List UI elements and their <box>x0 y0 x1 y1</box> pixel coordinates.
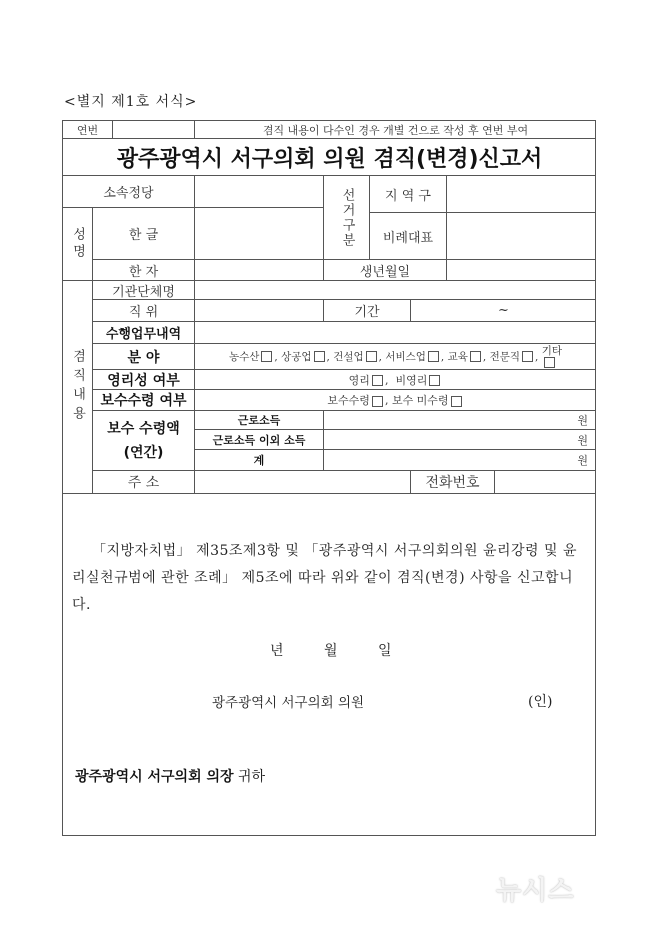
checkbox-icon <box>261 351 272 362</box>
checkbox-icon <box>428 351 439 362</box>
phone-input[interactable] <box>495 471 596 494</box>
birthdate-label: 생년월일 <box>324 260 447 281</box>
signer-title: 광주광역시 서구의회 의원 <box>212 695 365 711</box>
position-input[interactable] <box>195 300 324 322</box>
field-option[interactable]: 상공업 , <box>281 350 334 363</box>
name-hanja-label: 한 자 <box>93 260 195 281</box>
field-option[interactable]: 서비스업 , <box>385 350 448 363</box>
checkbox-icon <box>522 351 533 362</box>
serial-note: 겸직 내용이 다수인 경우 개별 건으로 작성 후 연번 부여 <box>195 121 596 139</box>
report-form <box>62 120 596 836</box>
proportional-input[interactable] <box>447 213 596 260</box>
date-line: 년 월 일 <box>270 643 392 659</box>
party-input[interactable] <box>195 176 324 208</box>
concurrent-group-label: 겸직내용 <box>63 281 93 494</box>
profit-label: 영리성 여부 <box>93 370 195 390</box>
district-input[interactable] <box>447 176 596 213</box>
pay-options <box>195 390 596 411</box>
form-title: 광주광역시 서구의회 의원 겸직(변경)신고서 <box>63 139 596 176</box>
election-type-label <box>324 176 370 260</box>
serial-input[interactable] <box>113 121 195 139</box>
seal-mark: (인) <box>528 694 553 710</box>
checkbox-icon <box>451 396 462 407</box>
amount-row-input[interactable]: 원 <box>324 430 596 450</box>
checkbox-icon <box>372 375 383 386</box>
paid-option[interactable]: 보수수령 , <box>327 394 392 407</box>
address-label: 주 소 <box>93 471 195 494</box>
name-korean-input[interactable] <box>195 208 324 260</box>
amount-row-input[interactable]: 원 <box>324 450 596 471</box>
addressee-name: 광주광역시 서구의회 의장 <box>75 769 234 785</box>
proportional-label: 비례대표 <box>370 213 447 260</box>
pay-label: 보수수령 여부 <box>93 390 195 411</box>
name-hanja-input[interactable] <box>195 260 324 281</box>
profit-option[interactable]: 영리 , <box>348 373 396 387</box>
addressee <box>75 766 265 786</box>
period-input[interactable]: ~ <box>411 300 596 322</box>
election-type-text: 선거구분 <box>339 187 355 248</box>
unpaid-option[interactable]: 보수 미수령 <box>392 392 464 408</box>
nonprofit-option[interactable]: 비영리 <box>395 372 442 388</box>
birthdate-input[interactable] <box>447 260 596 281</box>
name-korean-label: 한 글 <box>93 208 195 260</box>
checkbox-icon <box>366 351 377 362</box>
org-input[interactable] <box>195 281 596 300</box>
name-group-label: 성명 <box>63 208 93 281</box>
duties-label: 수행업무내역 <box>93 322 195 344</box>
field-option[interactable]: 농수산 , <box>228 350 282 363</box>
period-label: 기간 <box>324 300 411 322</box>
amount-row-input[interactable]: 원 <box>324 411 596 430</box>
form-number-label: <별지 제1호 서식> <box>64 94 198 110</box>
district-label: 지 역 구 <box>370 176 447 213</box>
field-option[interactable]: 전문직 , <box>489 350 542 363</box>
party-label: 소속정당 <box>63 176 195 208</box>
newsis-watermark-logo: 뉴시스 <box>496 876 575 906</box>
field-option[interactable]: 교육 , <box>447 350 490 363</box>
addressee-suffix: 귀하 <box>237 769 266 785</box>
field-option[interactable]: 기타 <box>542 345 562 369</box>
amount-row-label: 계 <box>195 450 324 471</box>
org-label: 기관단체명 <box>93 281 195 300</box>
checkbox-icon <box>314 351 325 362</box>
serial-label: 연번 <box>63 121 113 139</box>
duties-input[interactable] <box>195 322 596 344</box>
profit-options <box>195 370 596 390</box>
field-option[interactable]: 건설업 , <box>333 350 386 363</box>
checkbox-icon <box>372 396 383 407</box>
checkbox-icon <box>544 357 555 368</box>
position-label: 직 위 <box>93 300 195 322</box>
declaration-text: 「지방자치법」 제35조제3항 및 「광주광역시 서구의회의원 윤리강령 및 윤리실천규범에 관한 조례」 제5조에 따라 위와 같이 겸직(변경) 사항을 신고합니다. <box>72 543 578 613</box>
amount-row-label: 근로소득 <box>195 411 324 430</box>
field-label: 분 야 <box>93 344 195 370</box>
amount-label: 보수 수령액 (연간) <box>93 411 195 471</box>
amount-row-label: 근로소득 이외 소득 <box>195 430 324 450</box>
phone-label: 전화번호 <box>411 471 495 494</box>
checkbox-icon <box>470 351 481 362</box>
checkbox-icon <box>429 375 440 386</box>
field-options <box>195 344 596 370</box>
address-input[interactable] <box>195 471 411 494</box>
